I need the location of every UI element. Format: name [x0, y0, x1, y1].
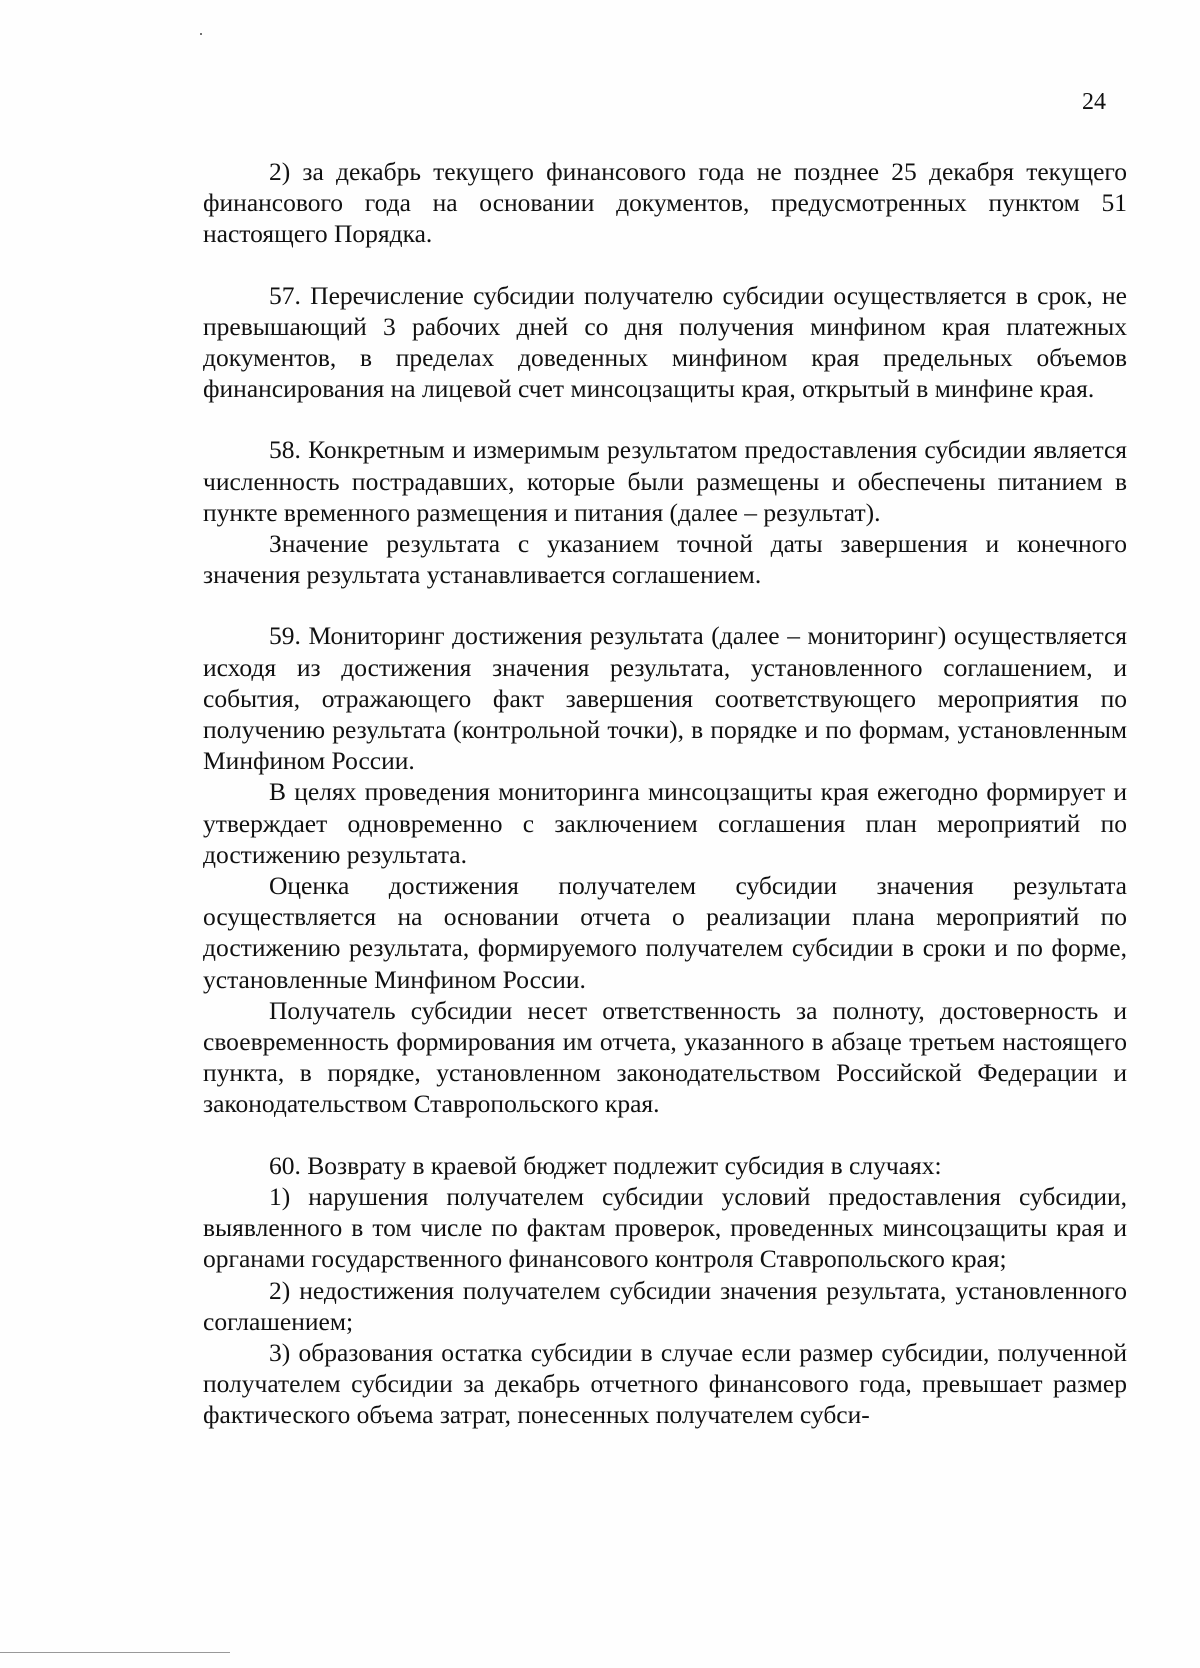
paragraph: 58. Конкретным и измеримым результатом предоставления субсидии является численность пострадавших, которые были размещены и обеспечены питанием в пункте временного размещения и питания (далее – результат).: [203, 435, 1127, 527]
paragraph: Значение результата с указанием точной даты завершения и конечного значения результата устанавливается соглашением.: [203, 529, 1127, 590]
scan-speck: [200, 33, 202, 35]
paragraph: В целях проведения мониторинга минсоцзащиты края ежегодно формирует и утверждает одновременно с заключением соглашения план мероприятий по достижению результата.: [203, 777, 1127, 869]
paragraph: 59. Мониторинг достижения результата (далее – мониторинг) осуществляется исходя из достижения значения результата, установленного соглашением, и события, отражающего факт завершения соответствующего мероприятия по получению результата (контрольной точки), в порядке и по формам, установленным Минфином России.: [203, 621, 1127, 776]
paragraph: 3) образования остатка субсидии в случае если размер субсидии, полученной получателем субсидии за декабрь отчетного финансового года, превышает размер фактического объема затрат, понесенных получателем субси-: [203, 1337, 1127, 1430]
scan-edge-line: [0, 1652, 230, 1653]
paragraph: 1) нарушения получателем субсидии условий предоставления субсидии, выявленного в том числе по фактам проверок, проведенных минсоцзащиты края и органами государственного финансового контроля Ставропольского края;: [203, 1181, 1127, 1274]
paragraph: 57. Перечисление субсидии получателю субсидии осуществляется в срок, не превышающий 3 рабочих дней со дня получения минфином края платежных документов, в пределах доведенных минфином края предельных объемов финансирования на лицевой счет минсоцзащиты края, открытый в минфине края.: [203, 280, 1127, 404]
paragraph: 2) за декабрь текущего финансового года не позднее 25 декабря текущего финансового года на основании документов, предусмотренных пунктом 51 настоящего Порядка.: [203, 157, 1127, 249]
paragraph: Получатель субсидии несет ответственность за полноту, достоверность и своевременность формирования им отчета, указанного в абзаце третьем настоящего пункта, в порядке, установленном законодательством Российской Федерации и законодательством Ставропольского края.: [203, 995, 1127, 1119]
paragraph: 2) недостижения получателем субсидии значения результата, установленного соглашением;: [203, 1275, 1127, 1336]
paragraph: 60. Возврату в краевой бюджет подлежит субсидия в случаях:: [269, 1150, 942, 1180]
document-body: [203, 156, 1127, 1431]
paragraph: Оценка достижения получателем субсидии значения результата осуществляется на основании отчета о реализации плана мероприятий по достижению результата, формируемого получателем субсидии в сроки и по форме, установленные Минфином России.: [203, 871, 1127, 994]
page-number: 24: [1082, 89, 1106, 115]
